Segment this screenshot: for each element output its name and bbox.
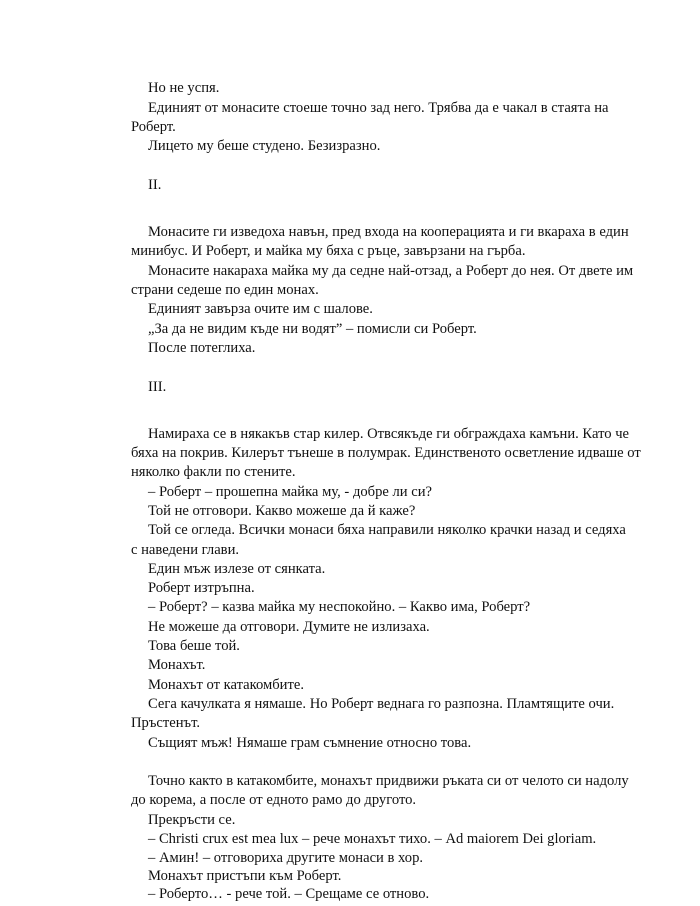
paragraph-line: Това беше той. — [148, 638, 240, 654]
paragraph-line: до корема, а после от едното рамо до другото. — [131, 792, 417, 808]
paragraph-line: – Роберт? – казва майка му неспокойно. – Какво има, Роберт? — [148, 599, 531, 615]
paragraph-line: Намираха се в някакъв стар килер. Отвсякъде ги обграждаха камъни. Като че — [148, 426, 630, 442]
paragraph-line: Монасите ги изведоха навън, пред входа на кооперацията и ги вкараха в един — [148, 224, 629, 240]
paragraph-line: бяха на покрив. Килерът тънеше в полумрак. Единственото осветление идваше от — [131, 445, 641, 461]
paragraph-line: Роберт. — [131, 119, 176, 135]
paragraph-line: Монасите накараха майка му да седне най-отзад, а Роберт до нея. От двете им — [148, 263, 634, 279]
paragraph-line: Монахът от катакомбите. — [148, 677, 304, 693]
paragraph-line: „За да не видим къде ни водят” – помисли си Роберт. — [148, 321, 477, 337]
paragraph-line: – Christi crux est mea lux – рече монахът тихо. – Ad maiorem Dei gloriam. — [148, 831, 597, 847]
paragraph-line: Единият от монасите стоеше точно зад него. Трябва да е чакал в стаята на — [148, 100, 609, 116]
paragraph-line: Прекръсти се. — [148, 812, 236, 828]
paragraph-line: Но не успя. — [148, 80, 220, 96]
paragraph-line: – Роберт – прошепна майка му, - добре ли си? — [148, 484, 433, 500]
paragraph-line: После потеглиха. — [148, 340, 256, 356]
paragraph-line: Точно както в катакомбите, монахът придвижи ръката си от челото си надолу — [148, 773, 629, 789]
section-heading: III. — [148, 379, 167, 395]
paragraph-line: с наведени глави. — [131, 542, 240, 558]
paragraph-line: няколко факли по стените. — [131, 464, 296, 480]
paragraph-line: – Амин! – отговориха другите монаси в хор. — [148, 850, 424, 866]
paragraph-line: – Роберто… - рече той. – Срещаме се отново. — [148, 886, 430, 902]
paragraph-line: Лицето му беше студено. Безизразно. — [148, 138, 381, 154]
paragraph-line: Той не отговори. Какво можеше да й каже? — [148, 503, 416, 519]
paragraph-line: Един мъж излезе от сянката. — [148, 561, 326, 577]
paragraph-line: Пръстенът. — [131, 715, 200, 731]
section-heading: II. — [148, 177, 162, 193]
paragraph-line: Сега качулката я нямаше. Но Роберт веднага го разпозна. Пламтящите очи. — [148, 696, 615, 712]
paragraph-line: минибус. И Роберт, и майка му бяха с ръце, завързани на гърба. — [131, 243, 526, 259]
paragraph-line: Същият мъж! Нямаше грам съмнение относно това. — [148, 735, 472, 751]
paragraph-line: Роберт изтръпна. — [148, 580, 255, 596]
paragraph-line: Не можеше да отговори. Думите не излизаха. — [148, 619, 430, 635]
paragraph-line: Монахът. — [148, 657, 206, 673]
paragraph-line: Единият завърза очите им с шалове. — [148, 301, 373, 317]
paragraph-line: Той се огледа. Всички монаси бяха направили няколко крачки назад и седяха — [148, 522, 626, 538]
paragraph-line: страни седеше по един монах. — [131, 282, 319, 298]
paragraph-line: Монахът пристъпи към Роберт. — [148, 868, 342, 884]
